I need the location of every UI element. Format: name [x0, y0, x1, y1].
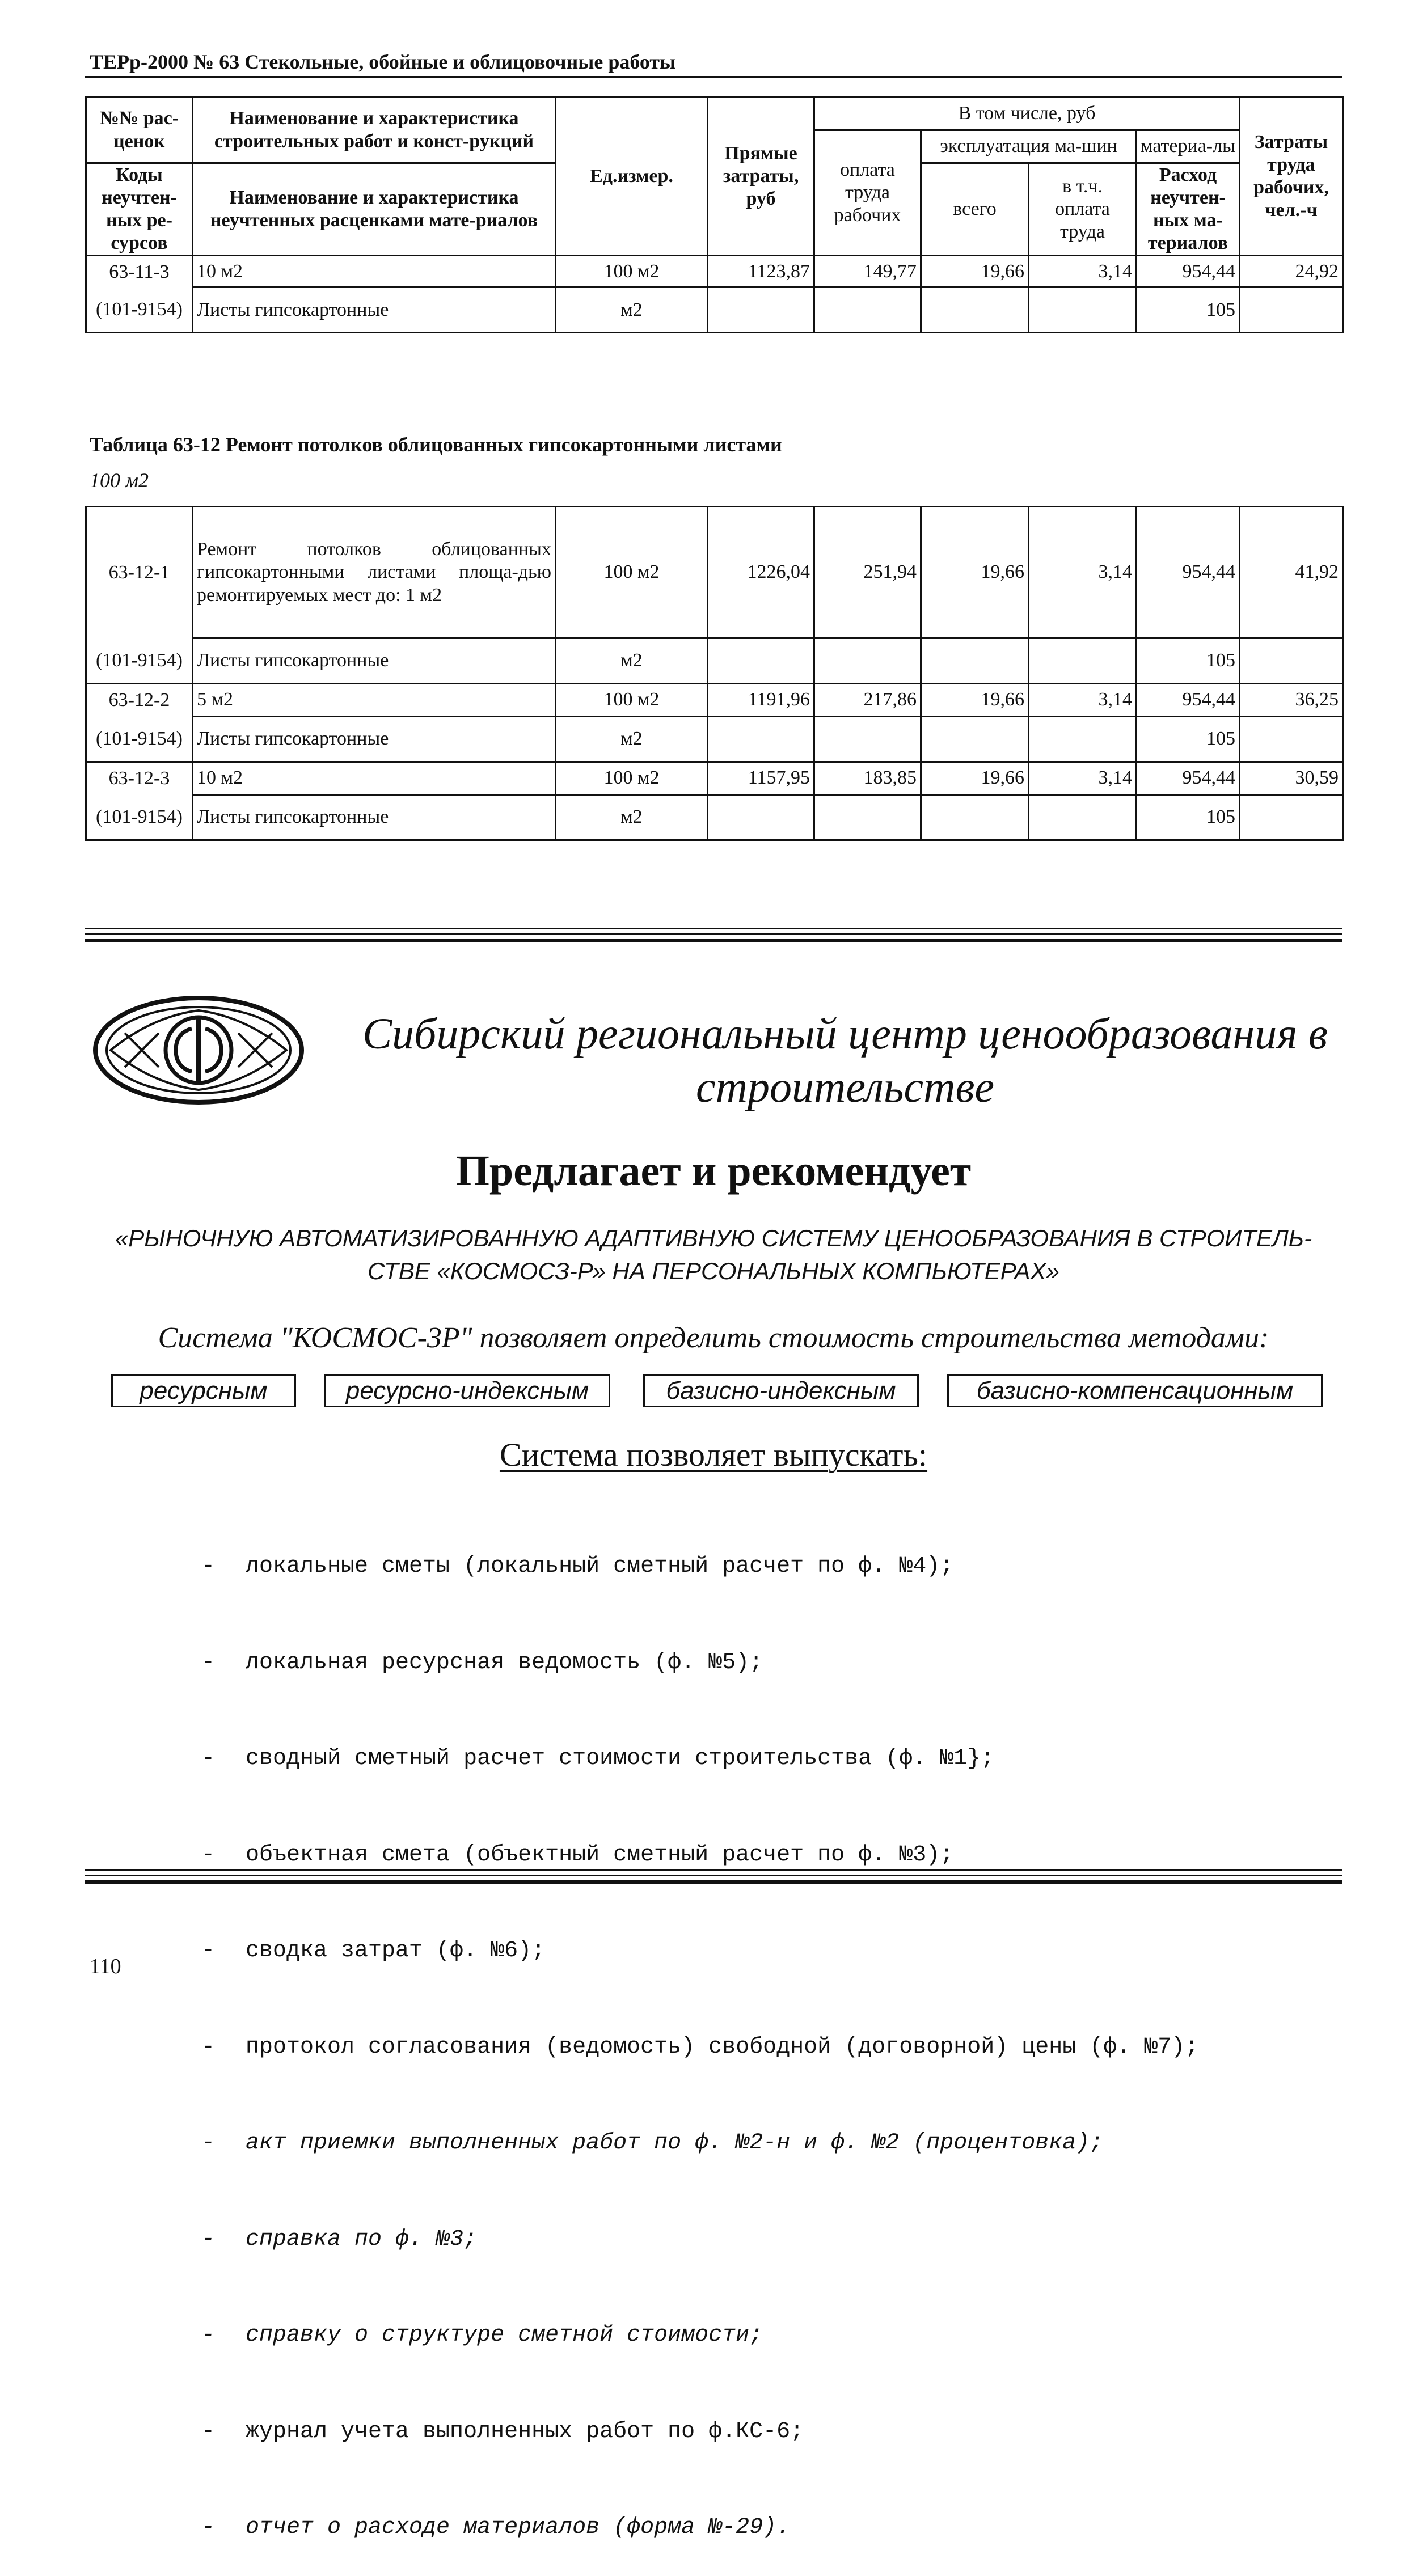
organization-logo	[91, 993, 306, 1107]
list-item: - протокол согласования (ведомость) свободной (договорной) цены (ф. №7);	[201, 2034, 1199, 2060]
product-name-line2: СТВЕ «КОСМОСЗ-Р» НА ПЕРСОНАЛЬНЫХ КОМПЬЮТЕРАХ»	[368, 1258, 1059, 1284]
header-direct-costs: Прямые затраты, руб	[708, 98, 814, 256]
table-title: Таблица 63-12 Ремонт потолков облицованных гипсокартонными листами	[90, 433, 782, 456]
list-item: - справка по ф. №3;	[201, 2226, 478, 2252]
header-machines-pay: в т.ч. оплата труда	[1029, 163, 1137, 256]
section-divider-top	[85, 928, 1342, 945]
table-row: 63-12-1 Ремонт потолков облицованных гипсокартонными листами площа-дью ремонтируемых мест до: 1 м2 100 м2 1226,04 251,94 19,66 3,14 954,44 41,92	[86, 507, 1343, 638]
header-resource-codes: Коды неучтен-ных ре-сурсов	[86, 163, 193, 256]
table-row: 63-12-3 10 м2 100 м2 1157,95 183,85 19,66 3,14 954,44 30,59	[86, 762, 1343, 795]
page-number: 110	[90, 1955, 121, 1978]
table-row: (101-9154) Листы гипсокартонные м2 105	[86, 287, 1343, 333]
headline: Предлагает и рекомендует	[455, 1147, 972, 1195]
header-worker-pay: оплата труда рабочих	[814, 130, 921, 256]
table-row: 63-12-2 5 м2 100 м2 1191,96 217,86 19,66 3,14 954,44 36,25	[86, 684, 1343, 717]
list-item: - локальная ресурсная ведомость (ф. №5);	[201, 1649, 763, 1676]
organization-name-line2: строительстве	[696, 1062, 994, 1111]
header-materials: материа-лы	[1137, 130, 1240, 163]
section-divider-bottom	[85, 1869, 1342, 1886]
output-title: Система позволяет выпускать:	[499, 1436, 928, 1473]
header-including: В том числе, руб	[814, 98, 1240, 130]
product-name-line1: «РЫНОЧНУЮ АВТОМАТИЗИРОВАННУЮ АДАПТИВНУЮ СИСТЕМУ ЦЕНООБРАЗОВАНИЯ В СТРОИТЕЛЬ-	[115, 1225, 1312, 1251]
header-work-name: Наименование и характеристика строительных работ и конст-рукций	[193, 98, 556, 163]
header-material-use: Расход неучтен-ных ма-териалов	[1137, 163, 1240, 256]
rates-table-63-11	[85, 96, 1344, 333]
list-item: - сводный сметный расчет стоимости строительства (ф. №1};	[201, 1746, 995, 1771]
header-material-name: Наименование и характеристика неучтенных расценками мате-риалов	[193, 163, 556, 256]
list-item: - справку о структуре сметной стоимости;	[201, 2323, 763, 2348]
output-list	[201, 1487, 1198, 2576]
header-nn-rascenok: №№ рас-ценок	[86, 98, 193, 163]
table-row: (101-9154) Листы гипсокартонные м2 105	[86, 638, 1343, 684]
list-item: - журнал учета выполненных работ по ф.КС-6;	[201, 2418, 804, 2444]
method-resource: ресурсным	[111, 1374, 296, 1407]
header-labor-costs: Затраты труда рабочих, чел.-ч	[1240, 98, 1343, 256]
rates-table-63-12	[85, 506, 1344, 841]
header-machines-total: всего	[921, 163, 1029, 256]
header-rule	[85, 76, 1342, 78]
unit-note: 100 м2	[90, 469, 149, 492]
method-resource-index: ресурсно-индексным	[324, 1374, 610, 1407]
header-machine-operation: эксплуатация ма-шин	[921, 130, 1137, 163]
list-item: - отчет о расходе материалов (форма №-29).	[201, 2515, 791, 2540]
table-row: (101-9154) Листы гипсокартонные м2 105	[86, 717, 1343, 762]
running-header: ТЕРр-2000 № 63 Стекольные, обойные и облицовочные работы	[90, 50, 676, 73]
header-unit: Ед.измер.	[556, 98, 708, 256]
system-description: Система "КОСМОС-3Р" позволяет определить стоимость строительства методами:	[158, 1322, 1269, 1354]
list-item: - акт приемки выполненных работ по ф. №2-н и ф. №2 (процентовка);	[201, 2130, 1104, 2156]
list-item: - объектная смета (объектный сметный расчет по ф. №3);	[201, 1842, 954, 1868]
list-item: - сводка затрат (ф. №6);	[201, 1938, 546, 1964]
list-item: - локальные сметы (локальный сметный расчет по ф. №4);	[201, 1554, 954, 1579]
method-base-index: базисно-индексным	[643, 1374, 919, 1407]
method-base-compensation: базисно-компенсационным	[947, 1374, 1323, 1407]
organization-name-line1: Сибирский региональный центр ценообразования в	[362, 1009, 1328, 1058]
table-row: 63-11-3 10 м2 100 м2 1123,87 149,77 19,66 3,14 954,44 24,92	[86, 256, 1343, 287]
table-row: (101-9154) Листы гипсокартонные м2 105	[86, 795, 1343, 840]
